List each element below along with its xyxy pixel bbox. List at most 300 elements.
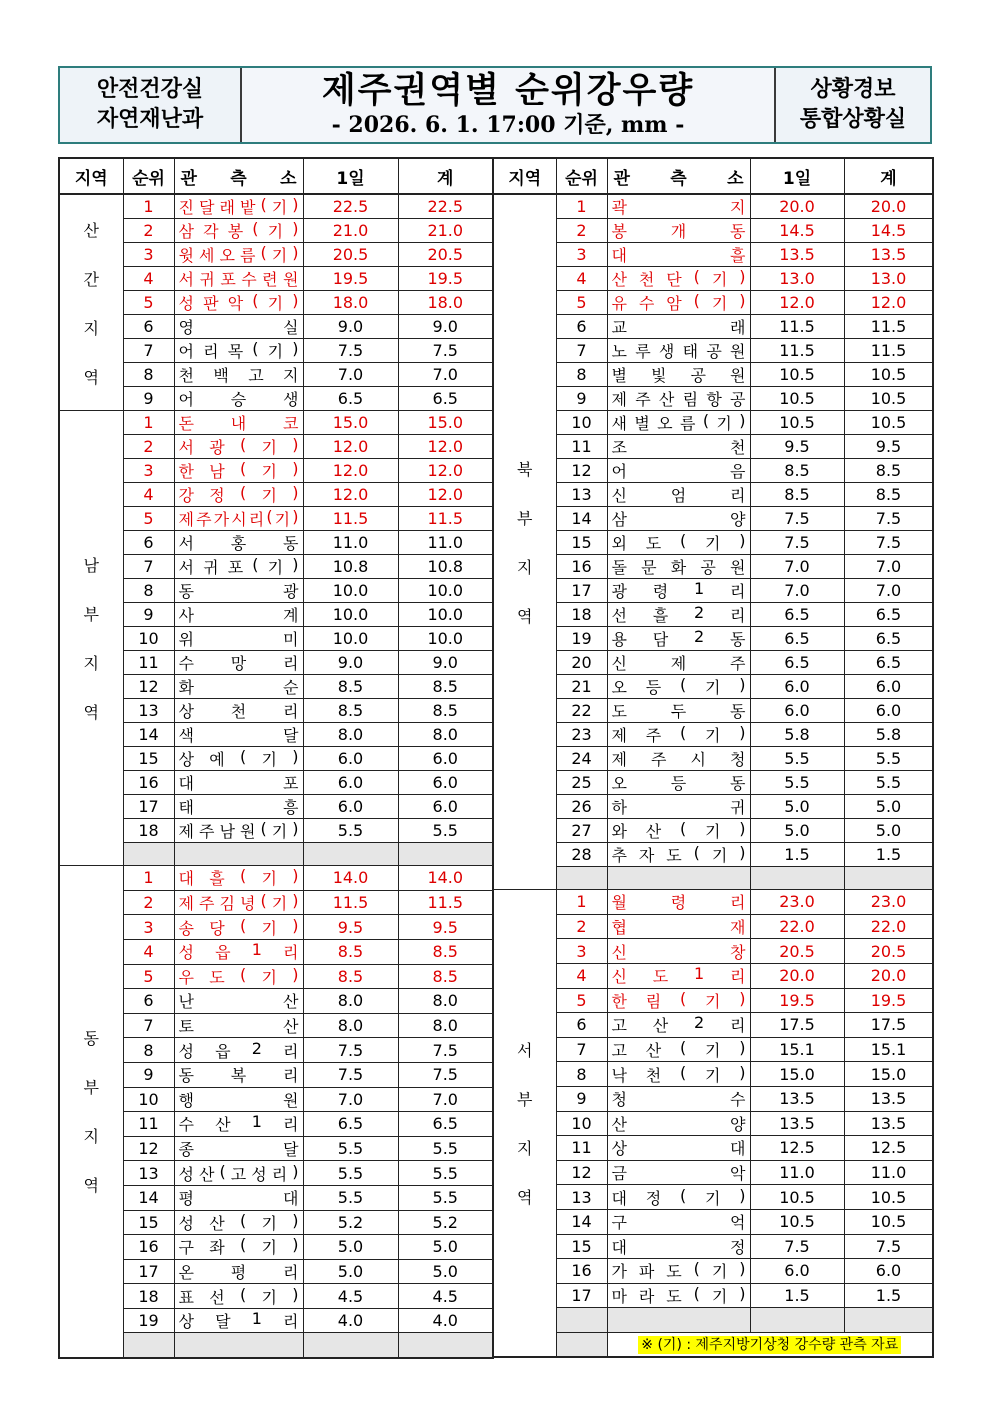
station-name-char: 성 — [251, 1164, 267, 1184]
region-name-char: 북 — [517, 460, 533, 480]
day1-rainfall-cell: 7.5 — [303, 1038, 398, 1063]
station-name-char: 포 — [227, 558, 244, 577]
station-name-spaced — [179, 555, 299, 578]
station-name-char: 한 — [178, 462, 194, 481]
table-row — [493, 555, 933, 579]
table-row — [59, 1062, 493, 1087]
station-name-char: 읍 — [215, 943, 231, 963]
day1-rainfall-cell: 15.0 — [303, 411, 398, 435]
rank-cell: 12 — [123, 675, 174, 699]
rank-cell: 16 — [556, 555, 607, 579]
table-row — [59, 627, 493, 651]
station-name-char: 계 — [283, 606, 299, 625]
station-name-char: 판 — [203, 294, 219, 313]
station-name-char: 원 — [239, 822, 256, 841]
blank-row — [493, 1308, 933, 1333]
station-name-char: ) — [739, 843, 746, 862]
day1-rainfall-cell: 5.0 — [750, 819, 844, 843]
total-rainfall-cell: 13.5 — [844, 1111, 933, 1136]
total-rainfall-cell: 10.8 — [398, 555, 493, 579]
total-rainfall-cell: 1.5 — [844, 1283, 933, 1308]
day1-rainfall-cell: 10.5 — [750, 1185, 844, 1210]
station-cell — [174, 989, 303, 1014]
station-name-char: 용 — [611, 630, 627, 649]
station-name-char: 공 — [730, 390, 746, 409]
station-name-spaced — [179, 1186, 299, 1209]
table-row — [59, 1259, 493, 1284]
station-name-char: 산 — [645, 822, 662, 841]
day1-rainfall-cell: 17.5 — [750, 1013, 844, 1038]
total-rainfall-cell: 6.0 — [398, 771, 493, 795]
station-name-char: 지 — [730, 198, 746, 217]
station-name-char: 추 — [611, 846, 627, 865]
station-name-char: 리 — [271, 1164, 288, 1184]
station-cell — [607, 387, 750, 411]
station-cell — [174, 771, 303, 795]
station-name-char: 대 — [283, 1189, 299, 1209]
station-name-char: 진 — [178, 198, 194, 217]
station-name-char: 리 — [730, 606, 746, 625]
station-cell — [607, 291, 750, 315]
total-rainfall-cell: 23.0 — [844, 890, 933, 915]
station-name-char: 림 — [645, 991, 662, 1011]
total-rainfall-cell: 9.5 — [844, 435, 933, 459]
station-name-char: 기 — [271, 198, 288, 217]
station-name-spaced — [179, 965, 299, 988]
station-name-char: 양 — [730, 510, 746, 529]
total-rainfall-cell: 20.5 — [844, 939, 933, 964]
rank-cell: 12 — [556, 1160, 607, 1185]
total-rainfall-cell: 1.5 — [844, 843, 933, 867]
station-cell — [607, 507, 750, 531]
day1-rainfall-cell: 8.5 — [750, 483, 844, 507]
station-name-char: 생 — [283, 390, 299, 409]
station-name-char: 재 — [730, 918, 746, 938]
station-name-char: 리 — [730, 486, 746, 505]
station-name-char: 달 — [283, 726, 299, 745]
station-name-spaced — [179, 195, 299, 218]
station-name-char: ( — [702, 411, 710, 430]
table-row — [493, 291, 933, 315]
rank-cell: 4 — [123, 483, 174, 507]
day1-rainfall-cell: 8.5 — [303, 675, 398, 699]
table-row — [59, 819, 493, 843]
total-rainfall-cell: 10.5 — [844, 1209, 933, 1234]
station-name-char: ) — [292, 891, 299, 911]
station-cell — [174, 1062, 303, 1087]
station-name-char: ( — [239, 1235, 247, 1255]
rank-cell: 7 — [123, 1013, 174, 1038]
station-name-char: ) — [739, 1185, 746, 1205]
station-name-spaced — [612, 219, 746, 242]
station-cell — [607, 1062, 750, 1087]
station-name-char: 대 — [611, 246, 627, 265]
station-cell — [174, 483, 303, 507]
station-name-char: 별 — [634, 414, 650, 433]
rank-cell: 15 — [123, 747, 174, 771]
table-row — [59, 411, 493, 435]
rank-cell: 3 — [123, 915, 174, 940]
station-name-char: 리 — [730, 967, 746, 987]
station-name-char: 표 — [178, 1287, 194, 1307]
station-name-char: 조 — [611, 438, 627, 457]
footnote-cell — [607, 1332, 933, 1357]
station-name-char: 2 — [251, 1038, 262, 1058]
rank-cell: 13 — [123, 1161, 174, 1186]
station-cell — [607, 459, 750, 483]
station-name-char: 기 — [711, 294, 728, 313]
station-cell — [174, 1210, 303, 1235]
region-name-char: 부 — [517, 509, 533, 529]
station-name-char: 돈 — [178, 414, 194, 433]
station-name-spaced — [612, 555, 746, 578]
total-rainfall-cell: 11.0 — [844, 1160, 933, 1185]
station-name-char: 단 — [666, 270, 682, 289]
station-name-char: 서 — [178, 534, 194, 553]
table-row — [59, 890, 493, 915]
station-header-char-1: 관 — [613, 168, 630, 189]
station-name-char: 2 — [694, 627, 705, 646]
table-row — [493, 627, 933, 651]
region-cell-south — [59, 411, 123, 866]
total-rainfall-cell: 6.0 — [398, 795, 493, 819]
station-name-char: 원 — [730, 342, 746, 361]
station-name-char: 서 — [178, 270, 194, 289]
column-header-region: 지역 — [493, 158, 556, 194]
station-name-char: 토 — [178, 1017, 194, 1037]
station-name-char: 엄 — [670, 486, 687, 505]
station-name-spaced — [612, 651, 746, 674]
station-name-char: 1 — [694, 964, 705, 984]
station-name-spaced — [612, 1161, 746, 1184]
station-name-char: ) — [292, 483, 299, 502]
station-cell — [174, 1087, 303, 1112]
station-name-char: 좌 — [209, 1238, 225, 1258]
rank-cell: 1 — [556, 890, 607, 915]
station-name-char: 1 — [251, 1309, 262, 1329]
station-name-char: 선 — [611, 606, 627, 625]
station-name-spaced — [612, 723, 746, 746]
station-name-char: 예 — [209, 750, 225, 769]
rank-cell: 12 — [556, 459, 607, 483]
total-rainfall-cell: 18.0 — [398, 291, 493, 315]
station-name-char: 기 — [261, 462, 277, 481]
day1-rainfall-cell: 11.5 — [750, 339, 844, 363]
station-cell — [174, 387, 303, 411]
station-cell — [607, 723, 750, 747]
table-row — [59, 579, 493, 603]
blank-cell — [123, 1333, 174, 1358]
station-name-char: 달 — [198, 198, 215, 217]
total-rainfall-cell: 14.5 — [844, 219, 933, 243]
station-name-spaced — [179, 1309, 299, 1332]
total-rainfall-cell: 9.0 — [398, 315, 493, 339]
total-rainfall-cell: 7.0 — [844, 555, 933, 579]
station-name-char: 외 — [611, 534, 627, 553]
station-name-char: 정 — [645, 1188, 662, 1208]
table-row — [59, 194, 493, 219]
day1-rainfall-cell: 10.5 — [750, 1209, 844, 1234]
rank-cell: 3 — [123, 459, 174, 483]
station-name-char: ( — [693, 1259, 700, 1279]
day1-rainfall-cell: 15.1 — [750, 1037, 844, 1062]
station-name-char: 상 — [178, 750, 194, 769]
rank-cell: 14 — [123, 723, 174, 747]
station-name-char: 리 — [283, 1041, 299, 1061]
station-name-spaced — [179, 1235, 299, 1258]
station-name-char: 고 — [611, 1016, 627, 1036]
station-cell — [607, 771, 750, 795]
day1-rainfall-cell: 5.5 — [303, 1136, 398, 1161]
total-rainfall-cell: 6.5 — [844, 651, 933, 675]
station-name-char: 선 — [209, 1287, 225, 1307]
rank-cell: 10 — [556, 1111, 607, 1136]
table-row — [59, 1013, 493, 1038]
station-name-char: 삼 — [178, 222, 194, 241]
total-rainfall-cell: 7.5 — [844, 507, 933, 531]
station-name-char: 공 — [700, 558, 716, 577]
region-cell-mountain — [59, 194, 123, 411]
station-name-char: ) — [739, 531, 746, 550]
station-cell — [174, 627, 303, 651]
station-name-char: 리 — [283, 1262, 299, 1282]
rank-cell: 10 — [123, 1087, 174, 1112]
station-cell — [607, 627, 750, 651]
station-name-char: 림 — [682, 390, 699, 409]
table-row — [59, 555, 493, 579]
station-name-char: ) — [292, 1210, 299, 1230]
rank-cell: 5 — [123, 507, 174, 531]
station-name-char: 수 — [178, 654, 194, 673]
station-name-char: 파 — [638, 1262, 655, 1282]
station-name-char: 천 — [230, 702, 247, 721]
station-cell — [607, 435, 750, 459]
total-rainfall-cell: 12.0 — [398, 459, 493, 483]
rank-cell: 5 — [556, 291, 607, 315]
station-name-char: 오 — [611, 678, 627, 697]
station-name-char: ) — [739, 819, 746, 838]
station-name-char: 1 — [694, 579, 705, 598]
station-name-char: 수 — [178, 1115, 194, 1135]
station-cell — [607, 651, 750, 675]
station-name-char: 제 — [611, 750, 627, 769]
station-name-char: 기 — [261, 869, 277, 889]
blank-cell — [398, 1333, 493, 1358]
total-rainfall-cell: 5.5 — [398, 1161, 493, 1186]
region-name-char: 역 — [517, 1188, 533, 1208]
station-name-spaced — [612, 699, 746, 722]
station-cell — [607, 747, 750, 771]
station-name-spaced — [612, 675, 746, 698]
station-name-spaced — [179, 219, 299, 242]
station-name-char: 협 — [611, 918, 627, 938]
station-cell — [174, 723, 303, 747]
station-cell — [174, 1136, 303, 1161]
rank-cell: 3 — [123, 243, 174, 267]
station-cell — [174, 363, 303, 387]
station-cell — [607, 914, 750, 939]
total-rainfall-cell: 8.0 — [398, 1013, 493, 1038]
station-name-char: 화 — [178, 678, 194, 697]
station-name-spaced — [612, 915, 746, 938]
region-name-char: 산 — [83, 220, 99, 240]
station-name-spaced — [612, 627, 746, 650]
station-name-spaced — [612, 387, 746, 410]
station-name-char: 악 — [730, 1164, 746, 1184]
rank-cell: 8 — [123, 1038, 174, 1063]
station-cell — [174, 315, 303, 339]
day1-rainfall-cell: 5.5 — [303, 819, 398, 843]
table-row — [59, 747, 493, 771]
table-row — [59, 651, 493, 675]
station-name-char: 원 — [283, 1090, 299, 1110]
station-name-char: 가 — [611, 1262, 627, 1282]
total-rainfall-cell: 11.5 — [398, 507, 493, 531]
station-name-char: 제 — [611, 726, 627, 745]
table-row — [493, 747, 933, 771]
table-row — [59, 219, 493, 243]
column-header-total: 계 — [844, 158, 933, 194]
station-name-char: 도 — [652, 967, 669, 987]
station-name-char: ( — [260, 819, 267, 838]
station-name-char: 오 — [611, 774, 627, 793]
station-name-char: 악 — [227, 294, 244, 313]
station-name-char: 세 — [198, 246, 215, 265]
table-row — [493, 1136, 933, 1161]
station-name-char: 서 — [178, 558, 194, 577]
station-name-char: ( — [679, 1062, 687, 1082]
station-cell — [174, 507, 303, 531]
station-name-char: 련 — [262, 270, 278, 289]
station-name-char: 개 — [670, 222, 687, 241]
table-row — [493, 603, 933, 627]
station-cell — [174, 194, 303, 219]
station-name-char: 어 — [178, 342, 194, 361]
station-name-spaced — [179, 507, 299, 530]
station-name-char: 주 — [645, 726, 662, 745]
station-name-spaced — [179, 1211, 299, 1234]
station-name-char: 대 — [611, 1237, 627, 1257]
station-name-char: ( — [252, 219, 259, 238]
table-row — [59, 267, 493, 291]
day1-rainfall-cell: 13.0 — [750, 267, 844, 291]
region-name-char: 부 — [83, 605, 99, 625]
station-name-char: 기 — [711, 270, 728, 289]
station-cell — [174, 651, 303, 675]
station-cell — [174, 1112, 303, 1137]
station-cell — [174, 291, 303, 315]
total-rainfall-cell: 6.0 — [844, 1259, 933, 1284]
day1-rainfall-cell: 6.0 — [750, 699, 844, 723]
region-name-char: 역 — [83, 1176, 99, 1196]
station-name-char: ) — [292, 964, 299, 984]
station-name-char: ) — [739, 1259, 746, 1279]
station-name-spaced — [612, 531, 746, 554]
rank-cell: 28 — [556, 843, 607, 867]
station-name-char: 도 — [209, 967, 225, 987]
station-name-char: 밭 — [239, 198, 256, 217]
blank-row — [493, 867, 933, 890]
table-row — [493, 219, 933, 243]
rank-cell: 1 — [123, 411, 174, 435]
rank-cell: 4 — [123, 267, 174, 291]
rank-cell: 1 — [556, 194, 607, 219]
station-name-char: ) — [292, 243, 299, 262]
table-row — [59, 964, 493, 989]
station-name-char: 태 — [682, 342, 699, 361]
station-name-char: 성 — [178, 1213, 194, 1233]
station-name-char: 산 — [611, 1114, 627, 1134]
day1-rainfall-cell: 12.5 — [750, 1136, 844, 1161]
blank-cell — [174, 1333, 303, 1358]
rainfall-table-left — [58, 157, 494, 1359]
table-row — [493, 267, 933, 291]
rank-cell: 22 — [556, 699, 607, 723]
station-name-spaced — [612, 989, 746, 1012]
station-name-char: ( — [252, 555, 259, 574]
day1-rainfall-cell: 6.0 — [303, 771, 398, 795]
station-name-char: 산 — [283, 992, 299, 1012]
rank-cell: 5 — [123, 291, 174, 315]
station-name-char: 흘 — [730, 246, 746, 265]
station-name-char: ( — [679, 531, 687, 550]
region-name-char: 부 — [517, 1090, 533, 1110]
station-name-spaced — [179, 387, 299, 410]
day1-rainfall-cell: 20.0 — [750, 194, 844, 219]
station-name-char: 등 — [645, 678, 662, 697]
station-name-spaced — [612, 843, 746, 866]
day1-rainfall-cell: 10.0 — [303, 579, 398, 603]
table-row — [59, 699, 493, 723]
station-name-char: ) — [292, 747, 299, 766]
station-name-char: 상 — [611, 1139, 627, 1159]
station-name-char: 기 — [261, 486, 277, 505]
table-row — [493, 963, 933, 988]
total-rainfall-cell: 22.5 — [398, 194, 493, 219]
total-rainfall-cell: 6.0 — [398, 747, 493, 771]
rank-cell: 14 — [556, 1209, 607, 1234]
total-rainfall-cell: 10.0 — [398, 627, 493, 651]
day1-rainfall-cell: 13.5 — [750, 1111, 844, 1136]
station-name-char: 고 — [248, 366, 264, 385]
station-name-char: 기 — [261, 438, 277, 457]
rank-cell: 18 — [556, 603, 607, 627]
blank-cell — [556, 1332, 607, 1357]
station-name-spaced — [179, 723, 299, 746]
region-name-char: 역 — [83, 703, 99, 723]
day1-rainfall-cell: 10.0 — [303, 627, 398, 651]
station-name-spaced — [612, 1210, 746, 1233]
rank-cell: 18 — [123, 1284, 174, 1309]
station-cell — [174, 243, 303, 267]
station-name-char: 기 — [716, 414, 732, 433]
station-cell — [607, 411, 750, 435]
station-name-char: ( — [693, 267, 700, 286]
station-name-char: 공 — [706, 342, 722, 361]
rank-cell: 1 — [123, 194, 174, 219]
region-name-char: 지 — [83, 318, 99, 338]
station-name-spaced — [179, 243, 299, 266]
day1-rainfall-cell: 18.0 — [303, 291, 398, 315]
rank-cell: 2 — [556, 914, 607, 939]
station-name-spaced — [612, 890, 746, 913]
station-name-spaced — [179, 675, 299, 698]
total-rainfall-cell: 11.5 — [844, 339, 933, 363]
station-name-spaced — [612, 795, 746, 818]
station-name-spaced — [612, 1284, 746, 1307]
total-rainfall-cell: 8.5 — [844, 483, 933, 507]
station-name-char: 행 — [178, 1090, 194, 1110]
